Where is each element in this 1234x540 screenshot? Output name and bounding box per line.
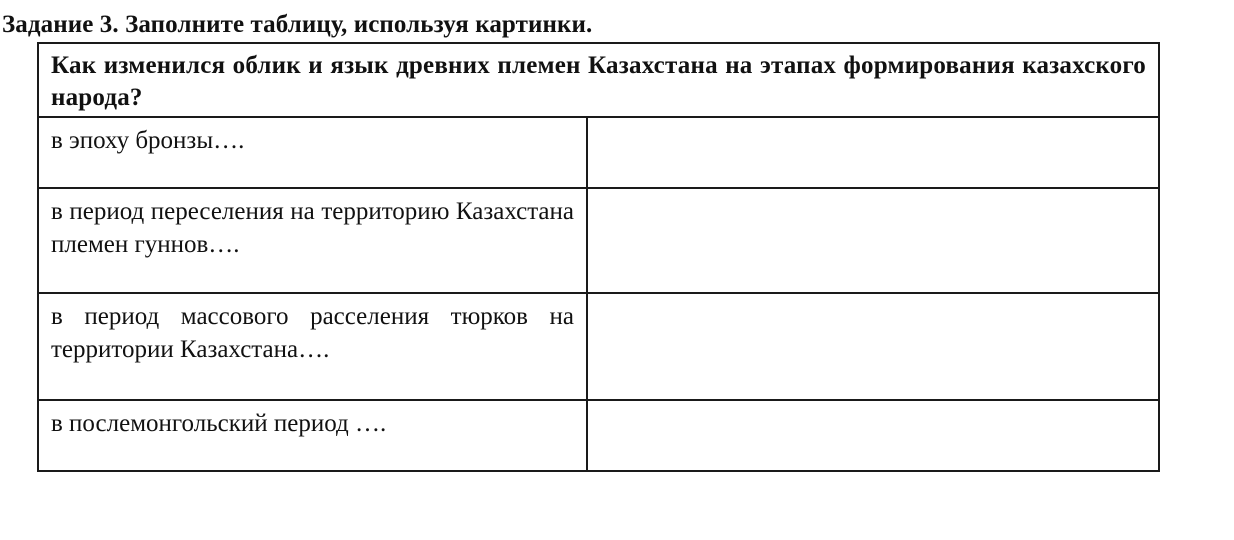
answer-cell[interactable] — [587, 188, 1159, 293]
row-label-cell — [38, 400, 587, 471]
table-header-cell — [38, 43, 1159, 117]
row-label-cell — [38, 188, 587, 293]
answer-cell[interactable] — [587, 400, 1159, 471]
worksheet-table — [37, 42, 1160, 472]
answer-text[interactable] — [588, 118, 1158, 124]
table-row — [38, 293, 1159, 400]
answer-cell[interactable] — [587, 117, 1159, 188]
row-label-cell — [38, 293, 587, 400]
row-label: в послемонгольский период …. — [51, 410, 387, 437]
answer-text[interactable] — [588, 189, 1158, 195]
row-label: в период переселения на территорию Казахстана племен гуннов…. — [51, 198, 574, 258]
table-row — [38, 400, 1159, 471]
answer-cell[interactable] — [587, 293, 1159, 400]
task-title: Задание 3. Заполните таблицу, используя картинки. — [2, 11, 593, 38]
table-row — [38, 117, 1159, 188]
table-row — [38, 188, 1159, 293]
table-header-row — [38, 43, 1159, 117]
table-question: Как изменился облик и язык древних племен Казахстана на этапах формирования казахского народа? — [51, 52, 1146, 111]
answer-text[interactable] — [588, 294, 1158, 300]
row-label-cell — [38, 117, 587, 188]
row-label: в эпоху бронзы…. — [51, 127, 245, 154]
row-label: в период массового расселения тюрков на территории Казахстана…. — [51, 303, 574, 363]
answer-text[interactable] — [588, 401, 1158, 407]
